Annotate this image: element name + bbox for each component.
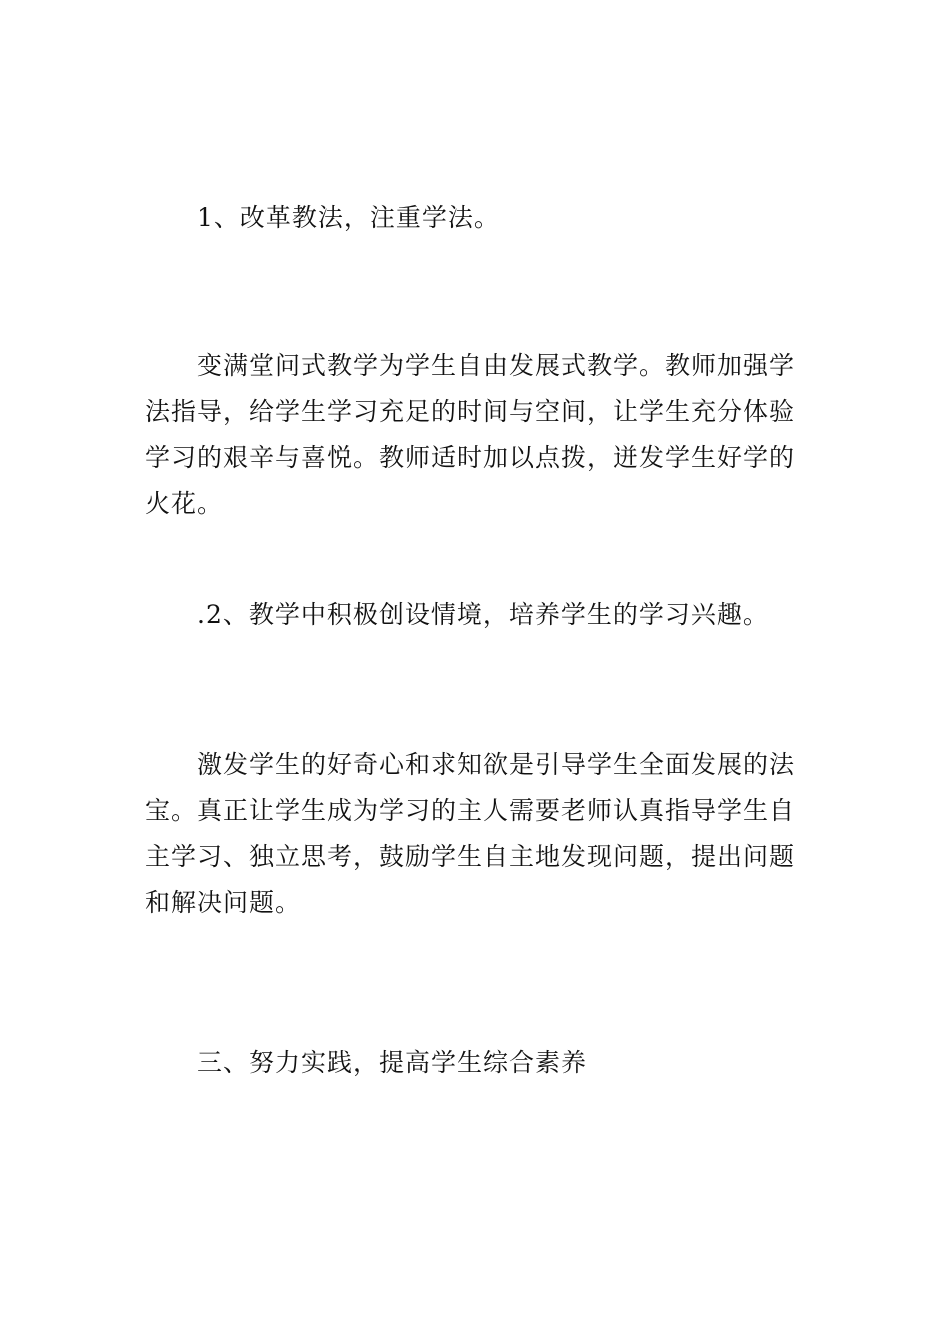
body-paragraph-1: 变满堂问式教学为学生自由发展式教学。教师加强学法指导，给学生学习充足的时间与空间，让学生充分体验学习的艰辛与喜悦。教师适时加以点拨，迸发学生好学的火花。: [145, 351, 796, 518]
section-heading-3: 三、努力实践，提高学生综合素养: [197, 1048, 588, 1077]
body-paragraph-2: 激发学生的好奇心和求知欲是引导学生全面发展的法宝。真正让学生成为学习的主人需要老师认真指导学生自主学习、独立思考，鼓励学生自主地发现问题，提出问题和解决问题。: [145, 750, 796, 917]
section-heading-2: .2、教学中积极创设情境，培养学生的学习兴趣。: [197, 600, 769, 629]
section-heading-1: 1、改革教法，注重学法。: [197, 203, 500, 232]
